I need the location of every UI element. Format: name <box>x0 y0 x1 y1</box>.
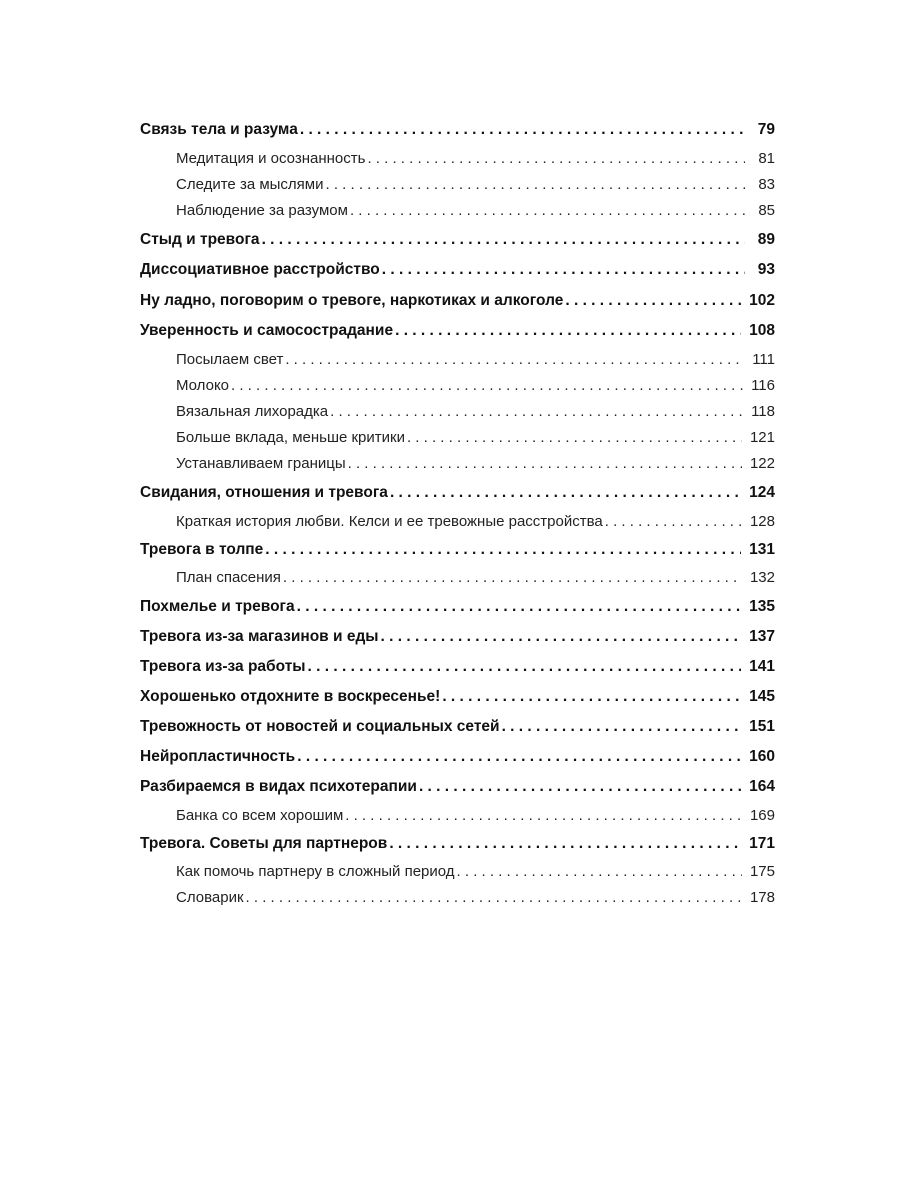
dot-leader <box>330 400 743 424</box>
toc-entry-page-number: 116 <box>751 377 775 394</box>
toc-entry-title: Молоко <box>176 377 230 394</box>
dot-leader <box>382 258 745 282</box>
toc-entry-page-number: 122 <box>749 455 775 472</box>
dot-leader <box>407 426 742 450</box>
toc-entry-section[interactable] <box>0 452 900 476</box>
toc-entry-chapter[interactable] <box>0 625 900 649</box>
toc-entry-page-number: 178 <box>749 889 775 906</box>
toc-entry-title: Следите за мыслями <box>176 176 324 193</box>
toc-entry-page-number: 102 <box>749 292 775 309</box>
dot-leader <box>345 804 742 828</box>
toc-entry-chapter[interactable] <box>0 228 900 252</box>
dot-leader <box>265 538 741 562</box>
dot-leader <box>297 745 741 769</box>
toc-entry-title: Похмелье и тревога <box>140 598 295 615</box>
dot-leader <box>300 118 745 142</box>
toc-entry-title: Как помочь партнеру в сложный период <box>176 863 455 880</box>
toc-entry-page-number: 171 <box>749 835 775 852</box>
toc-entry-title: Медитация и осознанность <box>176 150 366 167</box>
toc-entry-section[interactable] <box>0 510 900 534</box>
toc-entry-page-number: 128 <box>749 513 775 530</box>
dot-leader <box>350 199 745 223</box>
toc-entry-chapter[interactable] <box>0 319 900 343</box>
toc-entry-page-number: 85 <box>758 202 775 219</box>
toc-entry-section[interactable] <box>0 400 900 424</box>
dot-leader <box>285 348 744 372</box>
toc-entry-chapter[interactable] <box>0 481 900 505</box>
toc-entry-title: Тревога из-за магазинов и еды <box>140 628 379 645</box>
toc-entry-chapter[interactable] <box>0 832 900 856</box>
toc-entry-title: Больше вклада, меньше критики <box>176 429 405 446</box>
toc-entry-page-number: 175 <box>749 863 775 880</box>
toc-entry-title: Ну ладно, поговорим о тревоге, наркотиках и алкоголе <box>140 292 564 309</box>
toc-entry-title: Стыд и тревога <box>140 231 260 248</box>
toc-entry-page-number: 93 <box>757 261 775 278</box>
dot-leader <box>502 715 742 739</box>
toc-entry-page-number: 132 <box>749 569 775 586</box>
dot-leader <box>457 860 742 884</box>
dot-leader <box>389 832 741 856</box>
dot-leader <box>605 510 742 534</box>
toc-entry-section[interactable] <box>0 147 900 171</box>
toc-entry-title: Словарик <box>176 889 244 906</box>
toc-entry-title: Разбираемся в видах психотерапии <box>140 778 417 795</box>
toc-entry-title: Тревога в толпе <box>140 541 264 558</box>
dot-leader <box>283 566 742 590</box>
toc-entry-title: Связь тела и разума <box>140 121 298 138</box>
toc-entry-page-number: 151 <box>749 718 775 735</box>
dot-leader <box>442 685 741 709</box>
toc-entry-page-number: 89 <box>757 231 775 248</box>
toc-entry-chapter[interactable] <box>0 595 900 619</box>
toc-entry-section[interactable] <box>0 426 900 450</box>
toc-entry-page-number: 121 <box>749 429 775 446</box>
toc-entry-section[interactable] <box>0 199 900 223</box>
toc-entry-section[interactable] <box>0 860 900 884</box>
toc-entry-page-number: 169 <box>749 807 775 824</box>
toc-entry-title: Свидания, отношения и тревога <box>140 484 388 501</box>
toc-entry-chapter[interactable] <box>0 715 900 739</box>
toc-entry-section[interactable] <box>0 374 900 398</box>
toc-entry-title: Вязальная лихорадка <box>176 403 329 420</box>
toc-entry-title: Хорошенько отдохните в воскресенье! <box>140 688 441 705</box>
toc-entry-chapter[interactable] <box>0 258 900 282</box>
toc-entry-chapter[interactable] <box>0 655 900 679</box>
toc-entry-page-number: 141 <box>749 658 775 675</box>
dot-leader <box>381 625 742 649</box>
toc-entry-title: Уверенность и самосострадание <box>140 322 394 339</box>
toc-entry-section[interactable] <box>0 804 900 828</box>
dot-leader <box>231 374 743 398</box>
toc-entry-page-number: 118 <box>751 403 775 420</box>
toc-entry-page-number: 83 <box>758 176 775 193</box>
dot-leader <box>390 481 741 505</box>
toc-entry-title: Посылаем свет <box>176 351 284 368</box>
toc-entry-title: Нейропластичность <box>140 748 296 765</box>
toc-entry-section[interactable] <box>0 886 900 910</box>
toc-entry-chapter[interactable] <box>0 118 900 142</box>
dot-leader <box>297 595 742 619</box>
toc-entry-chapter[interactable] <box>0 538 900 562</box>
dot-leader <box>326 173 746 197</box>
toc-entry-page-number: 160 <box>749 748 775 765</box>
toc-entry-title: Диссоциативное расстройство <box>140 261 380 278</box>
toc-entry-title: Тревожность от новостей и социальных сетей <box>140 718 500 735</box>
dot-leader <box>348 452 742 476</box>
toc-entry-title: План спасения <box>176 569 281 586</box>
toc-entry-title: Краткая история любви. Келси и ее тревожные расстройства <box>176 513 603 530</box>
toc-entry-page-number: 79 <box>757 121 775 138</box>
toc-entry-page-number: 108 <box>749 322 775 339</box>
toc-entry-page-number: 137 <box>749 628 775 645</box>
toc-entry-title: Тревога. Советы для партнеров <box>140 835 388 852</box>
toc-entry-section[interactable] <box>0 566 900 590</box>
dot-leader <box>246 886 742 910</box>
toc-entry-page-number: 164 <box>749 778 775 795</box>
toc-entry-section[interactable] <box>0 173 900 197</box>
dot-leader <box>262 228 745 252</box>
toc-entry-title: Банка со всем хорошим <box>176 807 344 824</box>
dot-leader <box>308 655 742 679</box>
dot-leader <box>419 775 741 799</box>
dot-leader <box>565 289 741 313</box>
toc-entry-page-number: 145 <box>749 688 775 705</box>
toc-entry-page-number: 124 <box>749 484 775 501</box>
dot-leader <box>367 147 745 171</box>
toc-entry-section[interactable] <box>0 348 900 372</box>
dot-leader <box>395 319 741 343</box>
toc-entry-title: Наблюдение за разумом <box>176 202 348 219</box>
toc-entry-page-number: 135 <box>749 598 775 615</box>
toc-entry-title: Тревога из-за работы <box>140 658 306 675</box>
toc-entry-chapter[interactable] <box>0 745 900 769</box>
toc-entry-title: Устанавливаем границы <box>176 455 346 472</box>
toc-entry-chapter[interactable] <box>0 775 900 799</box>
toc-entry-chapter[interactable] <box>0 685 900 709</box>
toc-entry-page-number: 81 <box>758 150 775 167</box>
toc-entry-chapter[interactable] <box>0 289 900 313</box>
toc-entry-page-number: 131 <box>749 541 775 558</box>
toc-entry-page-number: 111 <box>752 351 775 368</box>
